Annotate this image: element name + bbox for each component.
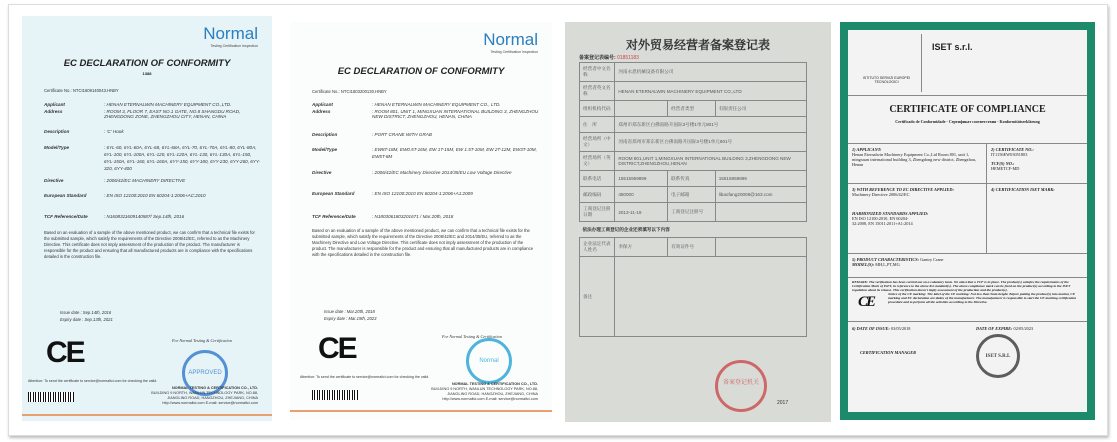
certificate-body xyxy=(848,30,1087,412)
field-row xyxy=(44,214,262,219)
signatory-line: For Normal Testing & Certification xyxy=(442,334,502,339)
field-label: Description xyxy=(312,132,338,137)
issuer-footer xyxy=(148,386,258,406)
issuer-name: NORMAL TESTING & CERTIFICATION CO., LTD. xyxy=(171,386,258,390)
cell-label: 住 所 xyxy=(580,117,615,133)
cell-value: libaofang20008@163.com xyxy=(715,187,806,203)
table-row xyxy=(580,203,807,222)
normal-logo xyxy=(203,24,258,48)
remark-box xyxy=(848,278,1087,322)
cell-label: 经营场所（中文） xyxy=(580,133,615,152)
year: 2017 xyxy=(777,400,789,406)
ce-mark: CE xyxy=(46,336,84,369)
ce-mark: CE xyxy=(858,294,875,310)
table-row xyxy=(580,187,807,203)
expire-label: DATE OF EXPIRE: xyxy=(976,326,1013,331)
field-value: : N1608311609140587/ Sep.14th, 2016 xyxy=(104,214,185,219)
issue-date: Issue date : Mar.20th, 2018 xyxy=(324,309,375,314)
expiry-date: Expiry date : Mar.19th, 2023 xyxy=(324,316,377,321)
cell-value: HENAN ETERNALWIN MACHINERY EQUIPMENT CO.,LTD xyxy=(615,82,807,101)
issuer-address: BUILDING 9 NORTH, WANLUN TECHNOLOGY PARK, NO.88, JIANGLING ROAD, HANGZHOU, ZHEJIANG, CHINA xyxy=(431,387,538,396)
logo-subtitle: Testing Certification Inspection xyxy=(490,50,538,54)
certno-label: 2) CERTIFICATE NO.: xyxy=(991,147,1034,152)
normal-logo xyxy=(483,30,538,54)
certificate-title: CERTIFICATE OF COMPLIANCE xyxy=(889,104,1046,115)
field-row xyxy=(312,132,542,137)
cell-label: 组织机构代码 xyxy=(580,101,615,117)
field-value: : HENAN ETERNALWIN MACHINERY EQUIPMENT CO., LTD. xyxy=(372,102,501,107)
registration-seal: 备案登记机关 xyxy=(715,360,767,412)
ec-declaration-certificate-2 xyxy=(290,22,552,420)
iset-stamp: ISET S.R.L xyxy=(976,334,1020,378)
table-row xyxy=(580,82,807,101)
expire-date xyxy=(976,326,1033,331)
table-row xyxy=(580,238,807,257)
issue-date xyxy=(852,326,910,331)
registration-label: 备案登记表编号: xyxy=(579,55,616,61)
field-row xyxy=(312,109,542,119)
iset-logo: ISTITUTO SERVIZI EUROPEI TECNOLOGICI xyxy=(852,34,922,92)
certificate-subtitle: Certificado de Conformidade - Сертификат соответствия - Konformitätserklärung xyxy=(895,119,1040,124)
cell-value: 河南省郑州市郑东新区白佛南路升国际3号楼1单元801号 xyxy=(615,133,807,152)
issue-label: 6) DATE OF ISSUE: xyxy=(852,326,890,331)
field-row xyxy=(312,146,542,160)
field-row xyxy=(312,214,542,219)
registration-value: 01851183 xyxy=(617,55,639,61)
applicant xyxy=(852,147,980,167)
applicant-label: 1) APPLICANT: xyxy=(852,147,882,152)
issuer-contact: http://www.normaltci.com E-mail: service@normaltci.com xyxy=(162,401,258,405)
approved-stamp: APPROVED xyxy=(182,350,228,396)
field-row xyxy=(44,129,262,134)
issue-date: Issue date : Sep.14th, 2016 xyxy=(60,310,112,315)
cell-value: 2013-11-19 xyxy=(615,203,668,222)
cell-value: 15515959899 xyxy=(715,171,806,187)
table-row xyxy=(580,257,807,337)
field-label: Directive xyxy=(44,178,64,183)
field-value: : 6YL-60, 6YL-60A, 6YL-68, 6YL-68A, 6YL-70, 6YL-70A, 6YL-80, 6YL-80A, 6YL-100, 6YL-100A, 6YL-120, 6YL-120A, 6YL-130, 6YL-130A, 6YL-150, 6YL-150A, 6YL-160, 6YL-160A, 6YY-150, 6YY-180, 6YY-230, 6YY-260, 6YY-320, 6YY-400 xyxy=(104,145,261,171)
field-row xyxy=(44,144,262,172)
field-label: Directive xyxy=(312,170,332,175)
form-title: 对外贸易经营者备案登记表 xyxy=(625,38,770,52)
attention-note: Attention: To send the certificate to service@normaltci.com for checking the valid. xyxy=(28,379,158,383)
cell-value: 450000 xyxy=(615,187,668,203)
directive-value: Machinery Directive 2006/42/EC xyxy=(852,192,910,197)
footer-rule xyxy=(22,414,272,416)
ce-notice: Notice of the CE marking: The label of the CE marking: Not less than 5mm height. Before putting the product(s) into market, CE marking and EC declaration are duties of the manufacturer. The manufacturer is responsible to start the CE marking certification procedure and to perform all the activities according to the Directive. xyxy=(888,292,1077,304)
cell-value xyxy=(615,101,668,117)
cell-label: 联系电话 xyxy=(580,171,615,187)
field-row xyxy=(312,190,542,197)
expiry-date: Expiry date : Sep.13th, 2021 xyxy=(60,317,113,322)
cell-label: 经营场所（英文） xyxy=(580,152,615,171)
cell-value: 河南永恩机械设备有限公司 xyxy=(615,63,807,82)
model-label: MODEL(S): xyxy=(852,262,875,267)
cell-label: 经营者中文名称 xyxy=(580,63,615,82)
foreign-trade-registration-form xyxy=(565,22,831,422)
cell-label: 企业法定代表人姓名 xyxy=(580,238,615,257)
cell-value xyxy=(715,238,806,257)
certificate-body: Based on an evaluation of a sample of the above mentioned product, we can confirm that a technical file exists for the submitted sample, which satisfy the requirements of the Directive 2006/42/EC, referred to as the Machinery Directive. This certificate does not imply assessment of the production of the product. The manufacturer is responsible for the product and ensuring that all manufactured products are in compliance with the specifications detailed in the construction file. xyxy=(44,230,255,259)
tcf-label: TCF(S) NO.: xyxy=(991,161,1015,166)
product-label: 5) PRODUCT CHARACTERISTICS: xyxy=(852,257,920,262)
certno-value: IT1156EW03051803 xyxy=(991,152,1028,157)
field-label: Description xyxy=(44,129,70,134)
cell-value xyxy=(615,257,807,337)
field-label: Applicant xyxy=(44,102,65,107)
tcf-value: HEMETCF-MD xyxy=(991,166,1020,171)
field-value: : 'C' Hook xyxy=(104,129,124,134)
certificate-of-compliance xyxy=(840,22,1095,420)
manager-label: CERTIFICATION MANAGER xyxy=(860,350,916,355)
directive-box xyxy=(848,184,1087,254)
field-value: : 2006/42/EC MACHINERY DIRECTIVE xyxy=(104,178,186,183)
attention-note: Attention: To send the certificate to service@normaltci.com for checking the valid. xyxy=(300,375,430,379)
signatory-line: For Normal Testing & Certification xyxy=(172,338,232,343)
logo-subtitle: Testing Certification Inspection xyxy=(210,44,258,48)
table-row xyxy=(580,133,807,152)
normal-stamp: Normal xyxy=(466,338,512,384)
field-label: TCF Reference/Date xyxy=(312,214,356,219)
certificate-title: EC DECLARATION OF CONFORMITY xyxy=(63,58,231,69)
header-box xyxy=(848,30,1087,96)
field-label: Address xyxy=(312,109,331,114)
directive xyxy=(852,187,982,226)
field-row xyxy=(312,102,542,107)
issuer-address: BUILDING 9 NORTH, WANLUN TECHNOLOGY PARK, NO.88, JIANGLING ROAD, HANGZHOU, ZHEJIANG, CHINA xyxy=(151,391,258,400)
field-label: Applicant xyxy=(312,102,333,107)
cell-label: 工商登记注册号 xyxy=(668,203,716,222)
logo-text: Normal xyxy=(203,24,258,43)
cell-value: 有限责任公司 xyxy=(715,101,806,117)
product-box xyxy=(848,254,1087,278)
field-value: : ROOM 801, UNIT 1, MINGXUAN INTERNATIONAL BUILDING 3, ZHENGZHOU NEW DISTRICT, ZHENGZHOU, HENAN, CHINA xyxy=(372,109,539,119)
table-row xyxy=(580,171,807,187)
issuer-contact: http://www.normaltci.com E-mail: service@normaltci.com xyxy=(442,397,538,401)
registration-number xyxy=(579,54,639,61)
directive-label: 3) WITH REFERENCE TO EC DIRECTIVE APPLIED: xyxy=(852,187,954,192)
field-value: : 2006/42/EC Machinery Directive 2014/35/EU Low Voltage Directive xyxy=(372,170,512,175)
cell-label: 经营者类型 xyxy=(668,101,716,117)
logo-text: Normal xyxy=(483,30,538,49)
cell-label: 有效证件号 xyxy=(668,238,716,257)
certificate-number: Certificate No.: NTCI1609140043.HNBY xyxy=(44,88,119,93)
field-label: Model/Type xyxy=(312,147,338,152)
certificate-number: Certificate No.: NTCI1803200130.HNBY xyxy=(312,89,387,94)
cell-value: 李保方 xyxy=(615,238,668,257)
table-row xyxy=(580,152,807,171)
title-box xyxy=(848,96,1087,144)
table-row xyxy=(580,63,807,82)
mark-label: 4) CERTIFICATION ISET MARK: xyxy=(991,187,1055,192)
field-row xyxy=(44,102,262,107)
product-value: Gantry Crane xyxy=(920,257,944,262)
certificate-number xyxy=(986,144,1038,183)
cell-value: 15515959899 xyxy=(615,171,668,187)
field-value: : EN ISO 12100:2010 EN 60204-1:2006+AC:2010 xyxy=(104,193,206,198)
field-value: : ROOM 3, FLOOR 7, EAST NO.1 GATE, NO.8 SHANGDU ROAD, ZHENGDONG ZONE, ZHENGZHOU CITY, HENAN, CHINA xyxy=(104,109,241,119)
certificate-body: Based on an evaluation of a sample of the above mentioned product, we can confirm that a technical file exists for the submitted sample, which satisfy the requirements of the Directive 2006/42/EC and 2014/35/EU, referred to as the Machinery Directive and Low Voltage Directive. This certificate does not imply assessment of the production of the product. The manufacturer is responsible for the product and ensuring that all manufactured products are in compliance with the specifications detailed in the construction file. xyxy=(312,228,534,257)
issue-value: 03/05/2018 xyxy=(890,326,911,331)
registration-table xyxy=(579,62,807,337)
code: 1388 xyxy=(142,71,152,76)
iset-mark xyxy=(986,184,1087,253)
section-heading: 依法办理工商登记的企业还须填写以下内容 xyxy=(582,226,670,232)
expire-value: 02/05/2023 xyxy=(1013,326,1034,331)
table-row xyxy=(580,117,807,133)
certificate-title: EC DECLARATION OF CONFORMITY xyxy=(337,66,505,77)
barcode xyxy=(28,392,74,402)
field-label: TCF Reference/Date xyxy=(44,214,88,219)
model-value: MH,L,PT,MG xyxy=(875,262,900,267)
cell-label: 工商登记注册日期 xyxy=(580,203,615,222)
field-row xyxy=(44,178,262,183)
field-row xyxy=(44,109,262,119)
field-label: European Standard xyxy=(44,193,87,198)
field-label: European Standard xyxy=(312,191,355,196)
ec-declaration-certificate-1 xyxy=(22,16,272,421)
field-value: : EW8T-18M, EW0.5T-16M, EW 1T-15M, EW 1.5T-10M, EW 2T-12M, EW3T-10M, EW5T-8M xyxy=(372,147,537,159)
table-row xyxy=(580,101,807,117)
field-label: Model/Type xyxy=(44,145,70,150)
field-value: : HENAN ETERNALWIN MACHINERY EQUIPMENT CO.,LTD. xyxy=(104,102,232,107)
ce-mark: CE xyxy=(318,332,356,365)
field-value: : N18030618032016​71 / Mar.20th, 2018 xyxy=(372,214,454,219)
issuer-footer xyxy=(418,382,538,402)
issuer-name: NORMAL TESTING & CERTIFICATION CO., LTD. xyxy=(451,382,538,386)
cell-value: 郑州市郑东新区白佛南路升国际3号楼1单元801号 xyxy=(615,117,807,133)
standards-value: EN ISO 12100:2010, EN 60204-32:2008, EN 15011:2011+A1:2014 xyxy=(852,216,913,226)
barcode xyxy=(312,390,358,400)
field-value: : PORT CRANE WITH GRAB xyxy=(372,132,432,137)
company-name: ISET s.r.l. xyxy=(932,42,973,52)
cell-label: 电子邮箱 xyxy=(668,187,716,203)
field-label: Address xyxy=(44,109,63,114)
field-row xyxy=(312,169,542,176)
remark: REMARK: The verification has been carried out on a voluntary basis. We attest that a TCF is in place. The product(s) satisfies the requirements of the Certification Mark of ISET, in reference to the above list standard(s). The above compliance mark can be fixed on the product(s) according to the ISET regulation about its release. This verification doesn't imply assessment of the production and the product(s). xyxy=(852,280,1071,292)
field-value: : EN ISO 12100:2010 EN 60204-1:2006+A1:2009 xyxy=(372,191,473,196)
cell-label: 邮政编码 xyxy=(580,187,615,203)
applicant-value: Henan Eternalwin Machinery Equipment Co.,Ltd Room 801, unit 1, mingxuan international building 3, Zhengdong new district, Zhengzhou, Henan xyxy=(852,152,977,167)
field-row xyxy=(44,193,262,198)
footer-rule xyxy=(290,410,552,412)
cell-value xyxy=(715,203,806,222)
cell-value: ROOM 801,UNIT 1,MINGXUAN INTERNATIONAL BUILDING 3,ZHENGDONG NEW DISTRICT,ZHENGZHOU,HENAN xyxy=(615,152,807,171)
cell-label: 经营者英文名称 xyxy=(580,82,615,101)
standards-label: HARMONIZED STANDARDS APPLIED: xyxy=(852,211,929,216)
cell-label: 联系传真 xyxy=(668,171,716,187)
applicant-box xyxy=(848,144,1087,184)
cell-label: 备注 xyxy=(580,257,615,337)
